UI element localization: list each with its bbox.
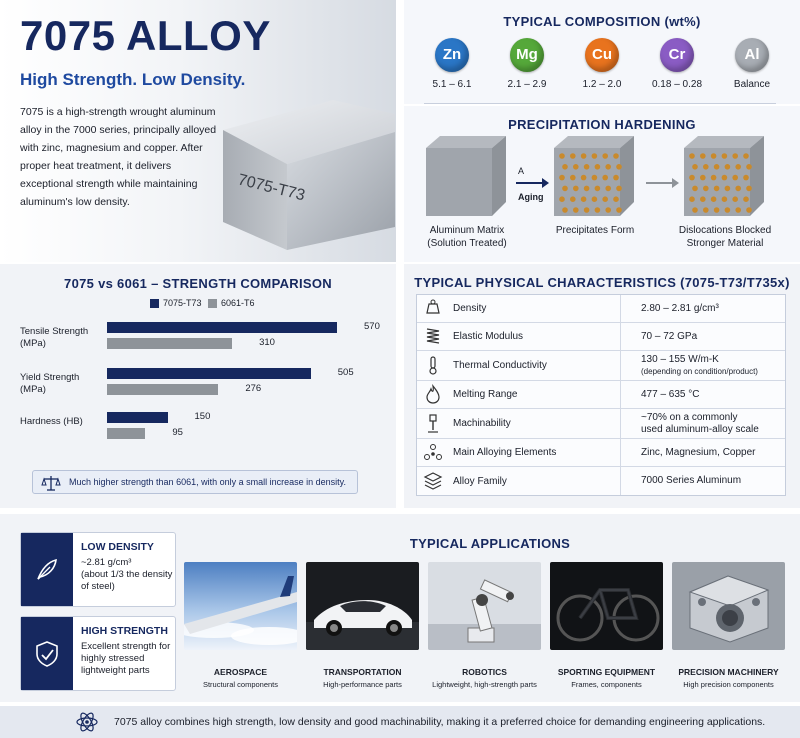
element-symbol: Mg bbox=[510, 38, 544, 72]
precipitate-dot bbox=[592, 175, 598, 181]
bar-value: 310 bbox=[259, 337, 275, 348]
precipitate-dot bbox=[714, 207, 720, 213]
precipitate-dot bbox=[746, 207, 752, 213]
application-card bbox=[550, 562, 663, 689]
property-value bbox=[621, 447, 756, 459]
element-symbol: Zn bbox=[435, 38, 469, 72]
bicycle-image bbox=[550, 562, 663, 650]
precipitate-dot bbox=[602, 153, 608, 159]
precipitate-dot bbox=[573, 186, 579, 192]
element-symbol: Al bbox=[735, 38, 769, 72]
composition-element bbox=[716, 38, 788, 90]
strength-note-text: Much higher strength than 6061, with only a small increase in density. bbox=[69, 477, 346, 487]
element-symbol: Cu bbox=[585, 38, 619, 72]
hero-title: 7075 ALLOY bbox=[20, 12, 271, 59]
precipitate-dot bbox=[700, 153, 706, 159]
precipitate-dot bbox=[562, 207, 568, 213]
bar-value: 505 bbox=[337, 367, 354, 378]
legend-label: 7075-T73 bbox=[163, 298, 202, 308]
physical-row bbox=[417, 439, 785, 467]
precipitate-dot bbox=[562, 186, 568, 192]
precipitate-dot bbox=[732, 153, 738, 159]
precipitate-dot bbox=[595, 164, 601, 170]
precipitate-dot bbox=[573, 164, 579, 170]
benefit-title: LOW DENSITY bbox=[81, 541, 154, 553]
property-name: Alloy Family bbox=[449, 467, 621, 495]
precipitate-dot bbox=[714, 164, 720, 170]
precipitate-dot bbox=[743, 153, 749, 159]
element-range: 5.1 – 6.1 bbox=[432, 79, 472, 90]
footer-text: 7075 alloy combines high strength, low density and good machinability, making it a preferred choice for demanding engineering applications. bbox=[114, 716, 766, 728]
precipitate-dot bbox=[592, 153, 598, 159]
precipitate-dot bbox=[722, 196, 728, 202]
precipitate-dot bbox=[573, 207, 579, 213]
precipitate-dot bbox=[584, 207, 590, 213]
precipitate-dot bbox=[725, 164, 731, 170]
property-value-text: Zinc, Magnesium, Copper bbox=[641, 446, 756, 458]
application-card bbox=[184, 562, 297, 689]
precipitate-dot bbox=[746, 164, 752, 170]
physical-row bbox=[417, 409, 785, 439]
application-desc: Lightweight, high-strength parts bbox=[432, 680, 537, 689]
bar-value: 95 bbox=[172, 427, 183, 438]
physical-table bbox=[416, 294, 786, 496]
drill-icon bbox=[417, 413, 449, 435]
arrow-right-icon bbox=[514, 176, 550, 190]
airplane-wing-image bbox=[184, 562, 297, 650]
precipitate-dot bbox=[570, 175, 576, 181]
precipitate-dot bbox=[700, 196, 706, 202]
bar-6061 bbox=[107, 384, 218, 395]
property-value-text: 70 – 72 GPa bbox=[641, 330, 698, 342]
strength-note bbox=[32, 470, 358, 494]
property-name: Machinability bbox=[449, 409, 621, 438]
property-value bbox=[621, 389, 700, 401]
precipitate-dot bbox=[703, 207, 709, 213]
precipitate-dot bbox=[605, 207, 611, 213]
precipitate-dot bbox=[595, 186, 601, 192]
precipitate-dot bbox=[746, 186, 752, 192]
element-range: 1.2 – 2.0 bbox=[582, 79, 622, 90]
application-card bbox=[428, 562, 541, 689]
metric-label: Yield Strength (MPa) bbox=[20, 372, 80, 395]
strength-title: 7075 vs 6061 – STRENGTH COMPARISON bbox=[64, 276, 332, 291]
precipitate-dot bbox=[692, 164, 698, 170]
physical-row bbox=[417, 323, 785, 351]
precipitate-dot bbox=[732, 175, 738, 181]
property-note: (depending on condition/product) bbox=[641, 366, 758, 376]
legend-label: 6061-T6 bbox=[221, 298, 255, 308]
precipitate-cube bbox=[554, 136, 634, 216]
flame-icon bbox=[417, 384, 449, 406]
property-value bbox=[621, 412, 759, 436]
composition-element bbox=[641, 38, 713, 90]
precipitate-dot bbox=[735, 186, 741, 192]
physical-row bbox=[417, 295, 785, 323]
bar-value: 276 bbox=[245, 383, 262, 394]
bar-6061 bbox=[107, 428, 145, 439]
stage-label: Precipitates Form bbox=[555, 225, 635, 236]
scale-icon bbox=[41, 475, 61, 491]
legend-item bbox=[150, 298, 202, 308]
precipitate-dot bbox=[743, 196, 749, 202]
element-range: 0.18 – 0.28 bbox=[651, 79, 703, 90]
footer-banner bbox=[0, 706, 800, 738]
application-name: AEROSPACE bbox=[213, 667, 268, 677]
application-name: TRANSPORTATION bbox=[323, 667, 402, 677]
precipitate-dot bbox=[570, 196, 576, 202]
property-value-text: ~70% on a commonly used aluminum-alloy scale bbox=[641, 411, 759, 435]
physical-row bbox=[417, 467, 785, 495]
benefits-panel bbox=[0, 514, 180, 702]
precipitate-dot bbox=[743, 175, 749, 181]
matrix-cube bbox=[426, 136, 506, 216]
application-name: ROBOTICS bbox=[462, 667, 507, 677]
bar-7075 bbox=[107, 322, 337, 333]
composition-title: TYPICAL COMPOSITION (wt%) bbox=[503, 14, 701, 29]
block-engraving: 7075-T73 bbox=[236, 171, 307, 205]
precipitate-dot bbox=[559, 153, 565, 159]
stage-label: Aluminum Matrix (Solution Treated) bbox=[427, 225, 507, 249]
precipitate-dot bbox=[570, 153, 576, 159]
property-name: Thermal Conductivity bbox=[449, 351, 621, 380]
legend-swatch bbox=[150, 299, 159, 308]
precipitate-dot bbox=[689, 153, 695, 159]
sports-car-image bbox=[306, 562, 419, 650]
precipitate-dot bbox=[711, 175, 717, 181]
property-value-text: 7000 Series Aluminum bbox=[641, 475, 742, 486]
precipitate-dot bbox=[602, 175, 608, 181]
benefit-text: ~2.81 g/cm³ (about 1/3 the density of steel) bbox=[81, 557, 173, 592]
aging-label: Aging bbox=[518, 192, 544, 202]
precipitate-dot bbox=[722, 153, 728, 159]
precipitate-dot bbox=[592, 196, 598, 202]
precipitate-dot bbox=[703, 186, 709, 192]
benefit-card bbox=[20, 616, 176, 691]
property-value-text: 477 – 635 °C bbox=[641, 388, 700, 400]
layers-icon bbox=[417, 470, 449, 492]
precipitate-dot bbox=[735, 164, 741, 170]
physical-title: TYPICAL PHYSICAL CHARACTERISTICS (7075-T73/T735x) bbox=[414, 275, 790, 290]
precipitate-dot bbox=[581, 153, 587, 159]
metric-label: Hardness (HB) bbox=[20, 416, 83, 427]
bar-value: 570 bbox=[364, 321, 380, 332]
shield-icon bbox=[21, 617, 73, 690]
composition-element bbox=[566, 38, 638, 90]
precipitate-dot bbox=[595, 207, 601, 213]
thermometer-icon bbox=[417, 355, 449, 377]
property-name: Main Alloying Elements bbox=[449, 439, 621, 466]
applications-title: TYPICAL APPLICATIONS bbox=[409, 536, 571, 551]
robot-arm-image bbox=[428, 562, 541, 650]
strength-panel bbox=[0, 264, 396, 508]
property-value-text: 130 – 155 W/m-K bbox=[641, 353, 719, 365]
alloy-block-image bbox=[215, 92, 395, 252]
element-range: 2.1 – 2.9 bbox=[507, 79, 547, 90]
metric-label: Tensile Strength (MPa) bbox=[20, 326, 89, 349]
precipitate-dot bbox=[692, 207, 698, 213]
precipitation-title: PRECIPITATION HARDENING bbox=[508, 117, 696, 132]
precipitate-dot bbox=[714, 186, 720, 192]
precipitate-dot bbox=[584, 186, 590, 192]
property-value bbox=[621, 475, 741, 487]
bar-7075 bbox=[107, 368, 311, 379]
precipitate-dot bbox=[559, 196, 565, 202]
property-value bbox=[621, 331, 697, 343]
application-desc: Structural components bbox=[202, 680, 279, 689]
precipitate-dot bbox=[703, 164, 709, 170]
application-card bbox=[306, 562, 419, 689]
precipitate-dot bbox=[613, 196, 619, 202]
physical-panel bbox=[404, 264, 800, 508]
bar-6061 bbox=[107, 338, 232, 349]
element-symbol: Cr bbox=[660, 38, 694, 72]
precipitate-dot bbox=[584, 164, 590, 170]
legend-swatch bbox=[208, 299, 217, 308]
precipitate-dot bbox=[616, 207, 622, 213]
spring-icon bbox=[417, 326, 449, 348]
property-value bbox=[621, 303, 719, 315]
precipitate-dot bbox=[692, 186, 698, 192]
element-range: Balance bbox=[733, 79, 771, 90]
precipitate-dot bbox=[559, 175, 565, 181]
bar-7075 bbox=[107, 412, 168, 423]
legend-item bbox=[208, 298, 255, 308]
precipitation-panel bbox=[404, 106, 800, 262]
atom-icon bbox=[76, 712, 98, 732]
precipitate-dot bbox=[605, 164, 611, 170]
precipitate-dot bbox=[732, 196, 738, 202]
composition-element bbox=[416, 38, 488, 90]
application-card bbox=[672, 562, 785, 689]
application-name: PRECISION MACHINERY bbox=[678, 667, 779, 677]
arrow-top-label: A bbox=[518, 166, 525, 176]
benefit-title: HIGH STRENGTH bbox=[81, 625, 168, 637]
property-name: Density bbox=[449, 295, 621, 322]
benefit-card bbox=[20, 532, 176, 607]
composition-element bbox=[491, 38, 563, 90]
precipitate-dot bbox=[602, 196, 608, 202]
stage-label: Dislocations Blocked Stronger Material bbox=[678, 225, 772, 249]
precipitate-dot bbox=[700, 175, 706, 181]
precipitate-dot bbox=[613, 175, 619, 181]
precipitate-dot bbox=[722, 175, 728, 181]
property-value bbox=[621, 354, 758, 378]
application-desc: High precision components bbox=[683, 680, 774, 689]
hero-panel bbox=[0, 0, 396, 262]
physical-row bbox=[417, 351, 785, 381]
blocked-cube bbox=[684, 136, 764, 216]
molecule-icon bbox=[417, 442, 449, 464]
precipitate-dot bbox=[689, 196, 695, 202]
precipitate-dot bbox=[605, 186, 611, 192]
precipitate-dot bbox=[616, 186, 622, 192]
physical-row bbox=[417, 381, 785, 409]
divider bbox=[424, 103, 776, 104]
application-desc: Frames, components bbox=[571, 680, 642, 689]
precipitate-dot bbox=[581, 196, 587, 202]
precipitate-dot bbox=[581, 175, 587, 181]
hero-description: 7075 is a high-strength wrought aluminum alloy in the 7000 series, principally alloyed with zinc, magnesium and copper. After proper heat treatment, it delivers exceptional strength while maintaining aluminum's low density. bbox=[20, 106, 217, 208]
precipitate-dot bbox=[562, 164, 568, 170]
property-name: Elastic Modulus bbox=[449, 323, 621, 350]
precipitate-dot bbox=[711, 153, 717, 159]
composition-panel bbox=[404, 0, 800, 104]
precipitate-dot bbox=[613, 153, 619, 159]
benefit-text: Excellent strength for highly stressed lightweight parts bbox=[81, 641, 171, 676]
property-value-text: 2.80 – 2.81 g/cm³ bbox=[641, 302, 719, 314]
application-desc: High-performance parts bbox=[323, 680, 402, 689]
machined-part-image bbox=[672, 562, 785, 650]
feather-icon bbox=[21, 533, 73, 606]
bar-value: 150 bbox=[194, 411, 211, 422]
applications-panel bbox=[180, 514, 800, 702]
property-name: Melting Range bbox=[449, 381, 621, 408]
precipitate-dot bbox=[735, 207, 741, 213]
precipitate-dot bbox=[711, 196, 717, 202]
weight-icon bbox=[417, 298, 449, 320]
arrow-right-icon bbox=[644, 176, 680, 190]
precipitate-dot bbox=[689, 175, 695, 181]
hero-subtitle: High Strength. Low Density. bbox=[20, 70, 246, 89]
precipitate-dot bbox=[725, 207, 731, 213]
application-name: SPORTING EQUIPMENT bbox=[557, 667, 656, 677]
precipitate-dot bbox=[725, 186, 731, 192]
precipitate-dot bbox=[616, 164, 622, 170]
